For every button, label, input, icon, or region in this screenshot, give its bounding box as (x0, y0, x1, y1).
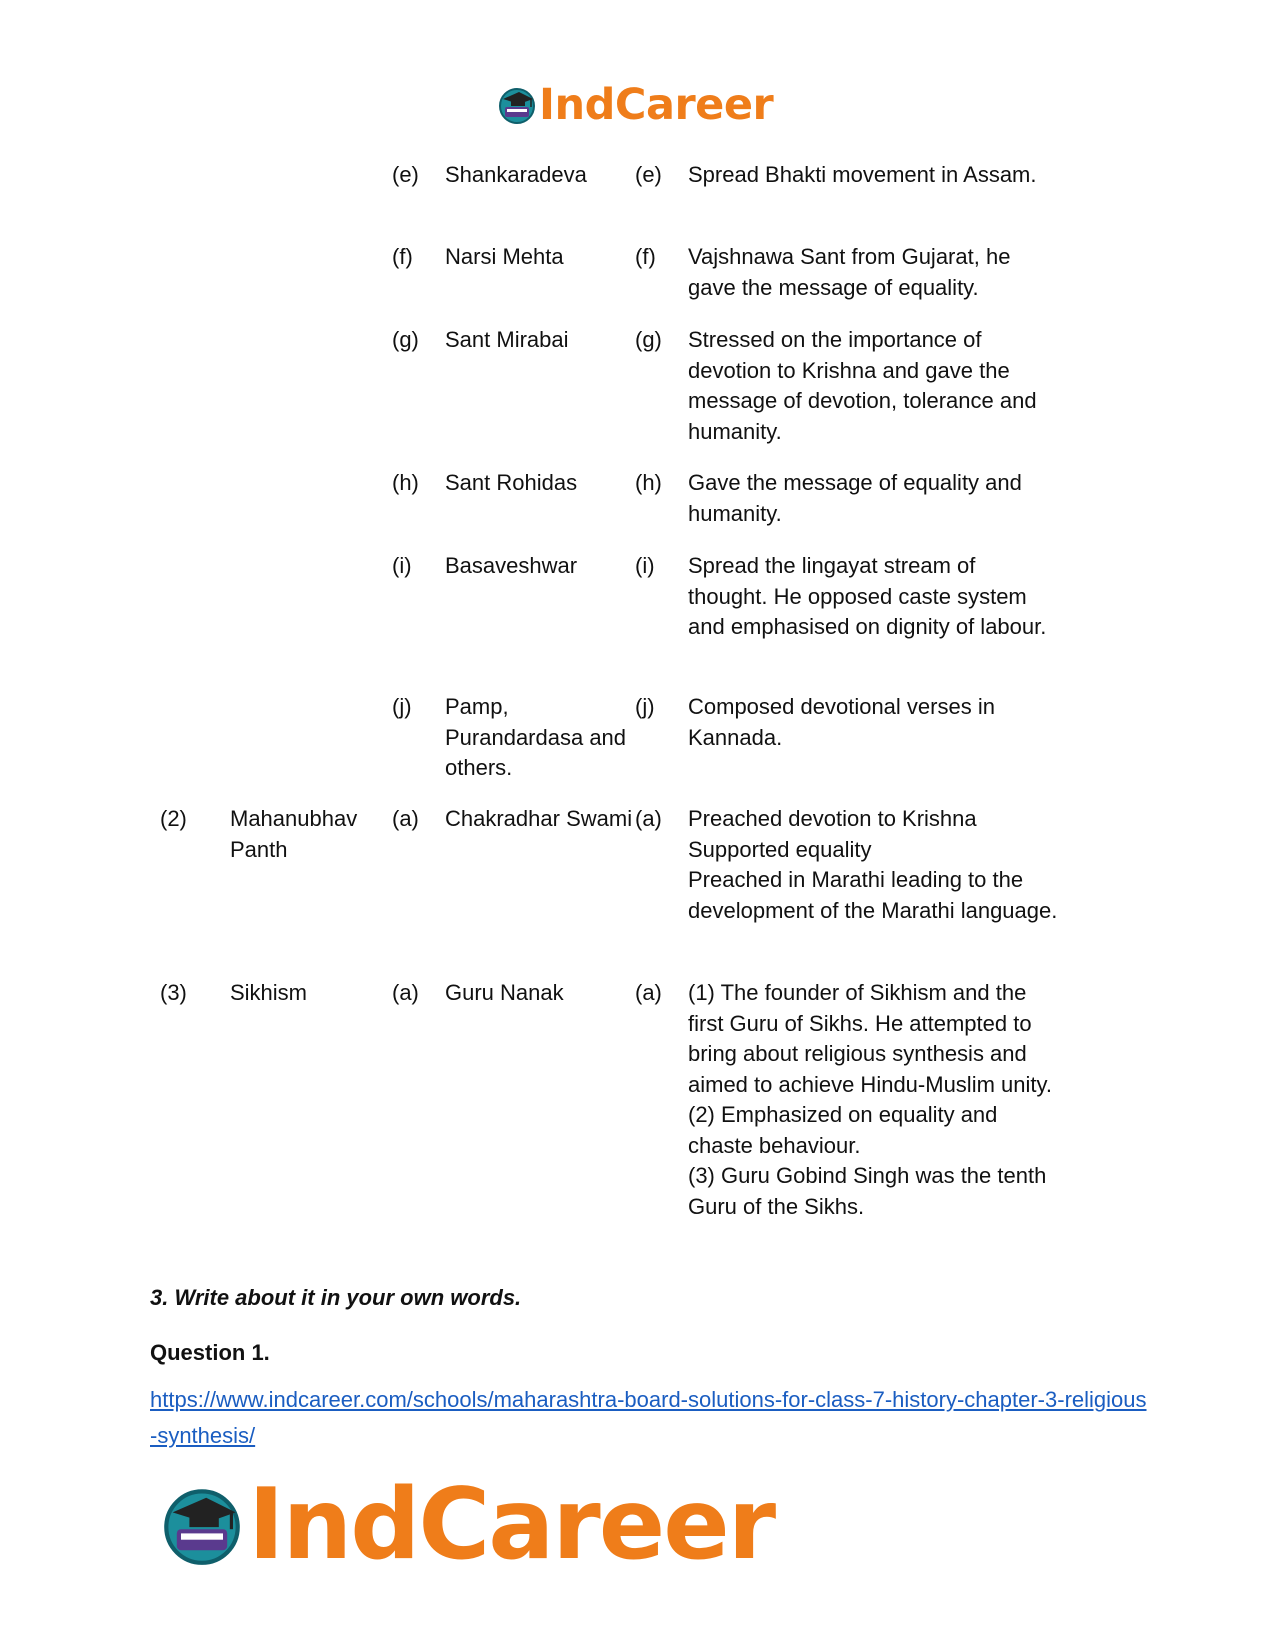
question-label: Question 1. (150, 1340, 270, 1365)
brand-name: IndCareer (248, 1468, 775, 1582)
section-heading: 3. Write about it in your own words. (150, 1285, 522, 1310)
section-name: Sikhism (230, 980, 308, 1005)
desc-letter: (g) (635, 327, 662, 352)
description: Spread Bhakti movement in Assam. (688, 162, 1037, 187)
description: Gave the message of equality and humanity. (688, 470, 1022, 526)
desc-letter: (f) (635, 244, 656, 269)
footer-logo (160, 1468, 774, 1582)
description: Composed devotional verses in Kannada. (688, 694, 995, 750)
name-letter: (i) (392, 553, 412, 578)
saint-name: Pamp, Purandardasa and others. (445, 694, 627, 780)
desc-letter: (a) (635, 806, 662, 831)
desc-letter: (j) (635, 694, 655, 719)
desc-letter: (h) (635, 470, 662, 495)
saint-name: Basaveshwar (445, 553, 578, 578)
saint-name: Narsi Mehta (445, 244, 564, 269)
desc-letter: (i) (635, 553, 655, 578)
row-number: (2) (160, 806, 187, 831)
description: Vajshnawa Sant from Gujarat, he gave the message of equality. (688, 244, 1011, 300)
saint-name: Sant Rohidas (445, 470, 578, 495)
section-name: Mahanubhav Panth (230, 806, 358, 862)
name-letter: (e) (392, 162, 419, 187)
graduation-cap-book-icon (497, 85, 537, 125)
header-logo (497, 80, 773, 130)
description: Spread the lingayat stream of thought. He opposed caste system and emphasised on dignity of labour. (688, 553, 1047, 639)
brand-name: IndCareer (539, 80, 774, 130)
name-letter: (j) (392, 694, 412, 719)
saint-name: Shankaradeva (445, 162, 587, 187)
name-letter: (a) (392, 806, 419, 831)
desc-letter: (a) (635, 980, 662, 1005)
name-letter: (h) (392, 470, 419, 495)
name-letter: (a) (392, 980, 419, 1005)
graduation-cap-book-icon (160, 1483, 244, 1567)
row-number: (3) (160, 980, 187, 1005)
name-letter: (f) (392, 244, 413, 269)
source-link[interactable]: https://www.indcareer.com/schools/maharashtra-board-solutions-for-class-7-history-chapter-3-religious-synthesis/ (150, 1387, 1147, 1448)
description: Stressed on the importance of devotion to Krishna and gave the message of devotion, tolerance and humanity. (688, 327, 1037, 444)
description: Preached devotion to Krishna Supported equality Preached in Marathi leading to the development of the Marathi language. (688, 806, 1058, 923)
saint-name: Chakradhar Swami (445, 806, 633, 831)
saint-name: Guru Nanak (445, 980, 564, 1005)
name-letter: (g) (392, 327, 419, 352)
description: (1) The founder of Sikhism and the first Guru of Sikhs. He attempted to bring about religious synthesis and aimed to achieve Hindu-Muslim unity. (2) Emphasized on equality and chaste behaviour. (3) Guru Gobind Singh was the tenth Guru of the Sikhs. (688, 980, 1052, 1219)
saint-name: Sant Mirabai (445, 327, 569, 352)
desc-letter: (e) (635, 162, 662, 187)
